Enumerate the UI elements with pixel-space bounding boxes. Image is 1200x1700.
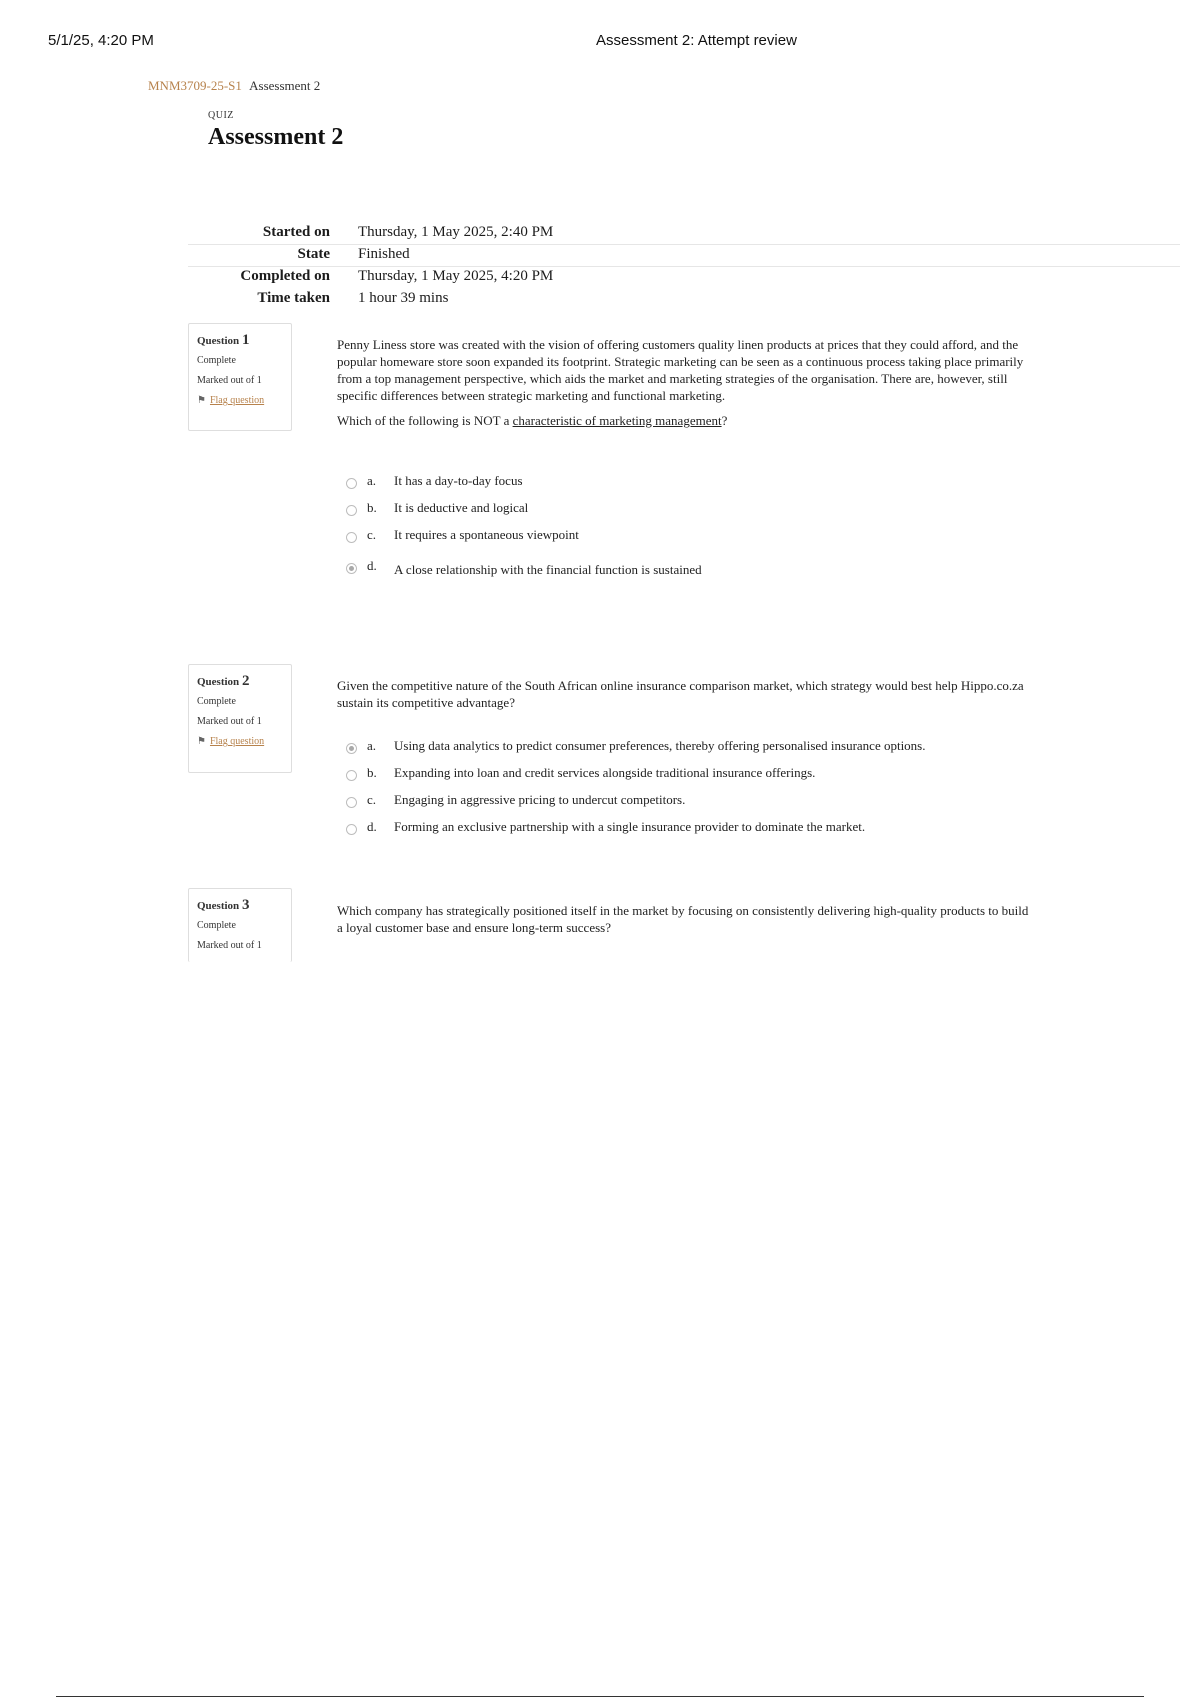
answer-option[interactable]: [346, 738, 1066, 765]
flag-question-label[interactable]: Flag question: [209, 736, 265, 747]
question-intro: Which company has strategically positioned itself in the market by focusing on consistently delivering high-quality products to build a loyal customer base and ensure long-term success?: [337, 903, 1029, 935]
answer-text: It is deductive and logical: [394, 500, 529, 515]
answer-letter: d.: [367, 558, 377, 573]
activity-type-label: QUIZ: [208, 110, 234, 121]
question-number-value: 2: [241, 673, 250, 689]
question-number: [197, 897, 283, 914]
answer-letter: a.: [367, 738, 377, 753]
answer-option[interactable]: [346, 527, 1066, 554]
answer-option[interactable]: [346, 500, 1066, 527]
question-prefix: Question: [197, 900, 240, 912]
flag-icon: ⚑: [197, 736, 206, 747]
summary-row-time-taken: [188, 288, 1180, 310]
breadcrumb-course-link[interactable]: MNM3709-25-S1: [148, 78, 242, 93]
answer-letter: d.: [367, 819, 377, 834]
summary-label: Started on: [262, 224, 330, 240]
summary-row-state: [188, 244, 1180, 266]
answer-option[interactable]: [346, 558, 1066, 585]
page-footer-rule: [56, 1696, 1144, 1697]
summary-row-completed: [188, 266, 1180, 288]
question-2-info: [188, 664, 292, 773]
answer-radio[interactable]: [346, 770, 357, 781]
question-state: Complete: [197, 696, 236, 707]
answer-letter: b.: [367, 500, 377, 515]
summary-row-started: [188, 222, 1180, 244]
page-title: Assessment 2: [208, 124, 344, 150]
answer-letter: b.: [367, 765, 377, 780]
summary-label: Time taken: [257, 290, 330, 306]
answer-radio-selected[interactable]: [346, 563, 357, 574]
print-date: 5/1/25, 4:20 PM: [48, 32, 154, 49]
question-intro: Given the competitive nature of the South African online insurance comparison market, which strategy would best help Hippo.co.za sustain its competitive advantage?: [337, 678, 1024, 710]
question-number-value: 3: [241, 897, 250, 913]
question-grade: Marked out of 1: [197, 716, 262, 727]
answer-option[interactable]: [346, 819, 1066, 846]
question-grade: Marked out of 1: [197, 375, 262, 386]
question-3-text: [337, 902, 1037, 944]
summary-value: 1 hour 39 mins: [358, 290, 449, 306]
print-header: [48, 30, 1152, 54]
breadcrumb-current: Assessment 2: [249, 78, 321, 93]
question-1-answers: [346, 473, 1066, 585]
answer-letter: a.: [367, 473, 377, 488]
flag-question-label[interactable]: Flag question: [209, 395, 265, 406]
answer-text: A close relationship with the financial function is sustained: [394, 562, 702, 577]
print-document-title: Assessment 2: Attempt review: [596, 32, 797, 49]
prompt-underlined-term: characteristic of marketing management: [512, 413, 722, 428]
question-1-text: [337, 336, 1037, 437]
answer-radio-selected[interactable]: [346, 743, 357, 754]
summary-value: Thursday, 1 May 2025, 2:40 PM: [358, 224, 554, 240]
summary-label: Completed on: [240, 268, 330, 284]
answer-radio[interactable]: [346, 532, 357, 543]
question-prompt: [337, 412, 1037, 429]
question-number-value: 1: [241, 332, 250, 348]
answer-option[interactable]: [346, 473, 1066, 500]
answer-option[interactable]: [346, 765, 1066, 792]
question-grade: Marked out of 1: [197, 940, 262, 951]
question-number: [197, 673, 283, 690]
prompt-text: Which of the following is NOT a: [337, 413, 510, 428]
question-number: [197, 332, 283, 349]
summary-label: State: [297, 246, 330, 262]
summary-value: Thursday, 1 May 2025, 4:20 PM: [358, 268, 554, 284]
answer-text: It has a day-to-day focus: [394, 473, 523, 488]
answer-radio[interactable]: [346, 478, 357, 489]
question-2-text: [337, 677, 1037, 719]
flag-question-link[interactable]: [197, 736, 283, 747]
breadcrumb: [148, 78, 320, 94]
answer-text: Using data analytics to predict consumer preferences, thereby offering personalised insurance options.: [394, 738, 926, 753]
flag-question-link[interactable]: [197, 395, 283, 406]
prompt-end: ?: [721, 413, 728, 428]
answer-radio[interactable]: [346, 797, 357, 808]
question-state: Complete: [197, 920, 236, 931]
summary-value: Finished: [358, 246, 410, 262]
answer-text: Expanding into loan and credit services alongside traditional insurance offerings.: [394, 765, 816, 780]
question-3-info: [188, 888, 292, 962]
question-prefix: Question: [197, 676, 240, 688]
attempt-summary-table: [188, 222, 1180, 310]
answer-letter: c.: [367, 792, 377, 807]
question-2-answers: [346, 738, 1066, 846]
question-1-info: [188, 323, 292, 431]
answer-text: It requires a spontaneous viewpoint: [394, 527, 579, 542]
question-prefix: Question: [197, 335, 240, 347]
answer-radio[interactable]: [346, 824, 357, 835]
answer-text: Engaging in aggressive pricing to undercut competitors.: [394, 792, 686, 807]
flag-icon: ⚑: [197, 395, 206, 406]
answer-text: Forming an exclusive partnership with a single insurance provider to dominate the market.: [394, 819, 866, 834]
answer-letter: c.: [367, 527, 377, 542]
question-state: Complete: [197, 355, 236, 366]
answer-radio[interactable]: [346, 505, 357, 516]
question-intro: Penny Liness store was created with the vision of offering customers quality linen products at prices that they could afford, and the popular homeware store soon expanded its footprint. Strategic marketing can be seen as a continuous process taking place primarily from a top management perspective, which aids the market and marketing strategies of the organisation. There are, however, still specific differences between strategic marketing and functional marketing.: [337, 337, 1024, 403]
answer-option[interactable]: [346, 792, 1066, 819]
